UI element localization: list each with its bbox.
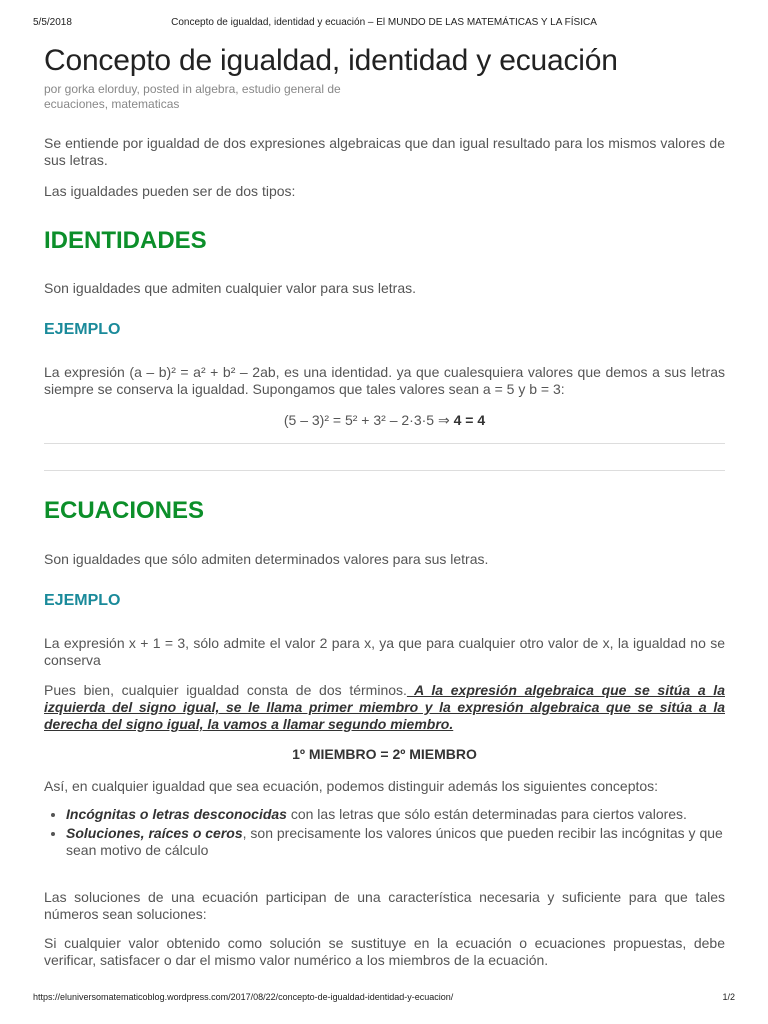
formula-expression: (5 – 3)² = 5² + 3² – 2·3·5 ⇒: [283, 412, 454, 428]
section-divider-2: [44, 470, 725, 471]
ecuaciones-definition: Son igualdades que sólo admiten determinados valores para sus letras.: [44, 551, 489, 567]
identidades-example-text: La expresión (a – b)² = a² + b² – 2ab, es una identidad. ya que cualesquiera valores que demos a sus letras siempre se conserva la igualdad. Supongamos que tales valores sean a = 5 y b = 3:: [44, 364, 725, 397]
intro-types-paragraph: Las igualdades pueden ser de dos tipos:: [44, 183, 296, 199]
terms-intro: Pues bien, cualquier igualdad consta de dos términos.: [44, 682, 407, 698]
concept-term: Soluciones, raíces o ceros: [66, 825, 243, 841]
concept-text: , son precisamente los valores únicos que pueden recibir las incógnitas y que sean motivo de cálculo: [66, 825, 723, 858]
post-meta: [44, 82, 384, 112]
terms-paragraph: [44, 682, 725, 733]
ecuaciones-example-heading: EJEMPLO: [44, 592, 121, 609]
concept-item: [66, 806, 747, 823]
identidades-formula: [44, 412, 725, 429]
identidades-heading: IDENTIDADES: [44, 227, 207, 254]
identidades-definition: Son igualdades que admiten cualquier valor para sus letras.: [44, 280, 417, 296]
solutions-paragraph: Las soluciones de una ecuación participan de una característica necesaria y suficiente para que tales números sean soluciones:: [44, 889, 725, 922]
formula-result: 4 = 4: [453, 412, 486, 428]
ecuaciones-example-text: La expresión x + 1 = 3, sólo admite el valor 2 para x, ya que para cualquier otro valor de x, la igualdad no se conserva: [44, 635, 725, 668]
print-url: https://eluniversomatematicoblog.wordpress.com/2017/08/22/concepto-de-igualdad-identidad-y-ecuacion/: [33, 992, 454, 1002]
terms-emphasis: A la expresión algebraica que se sitúa a la izquierda del signo igual, se le llama primer miembro y la expresión algebraica que se sitúa a la derecha del signo igual, la vamos a llamar segundo miembro.: [44, 682, 725, 732]
post-category-links[interactable]: algebra, estudio general de ecuaciones, matematicas: [44, 82, 341, 111]
members-equation: 1º MIEMBRO = 2º MIEMBRO: [292, 746, 477, 762]
print-header: [33, 17, 735, 31]
concepts-list: [44, 806, 747, 861]
section-divider-1: [44, 443, 725, 444]
identidades-example-heading: EJEMPLO: [44, 321, 121, 338]
concepts-intro: Así, en cualquier igualdad que sea ecuación, podemos distinguir además los siguientes conceptos:: [44, 778, 659, 794]
concept-text: con las letras que sólo están determinadas para ciertos valores.: [286, 806, 687, 822]
print-page-number: 1/2: [722, 992, 735, 1002]
post-title: Concepto de igualdad, identidad y ecuación: [44, 44, 618, 77]
concept-term: Incógnitas o letras desconocidas: [66, 806, 287, 822]
concept-item: [66, 825, 747, 859]
print-date: 5/5/2018: [33, 17, 72, 28]
verify-paragraph: Si cualquier valor obtenido como solución se sustituye en la ecuación o ecuaciones propuestas, debe verificar, satisfacer o dar el mismo valor numérico a los miembros de la ecuación.: [44, 935, 725, 968]
print-footer: [33, 992, 735, 1006]
intro-paragraph: Se entiende por igualdad de dos expresiones algebraicas que dan igual resultado para los mismos valores de sus letras.: [44, 135, 725, 168]
post-meta-prefix: por gorka elorduy, posted in: [44, 82, 192, 96]
post-content: [44, 42, 725, 112]
print-document-title: Concepto de igualdad, identidad y ecuación – El MUNDO DE LAS MATEMÁTICAS Y LA FÍSICA: [171, 17, 597, 28]
ecuaciones-heading: ECUACIONES: [44, 497, 205, 524]
